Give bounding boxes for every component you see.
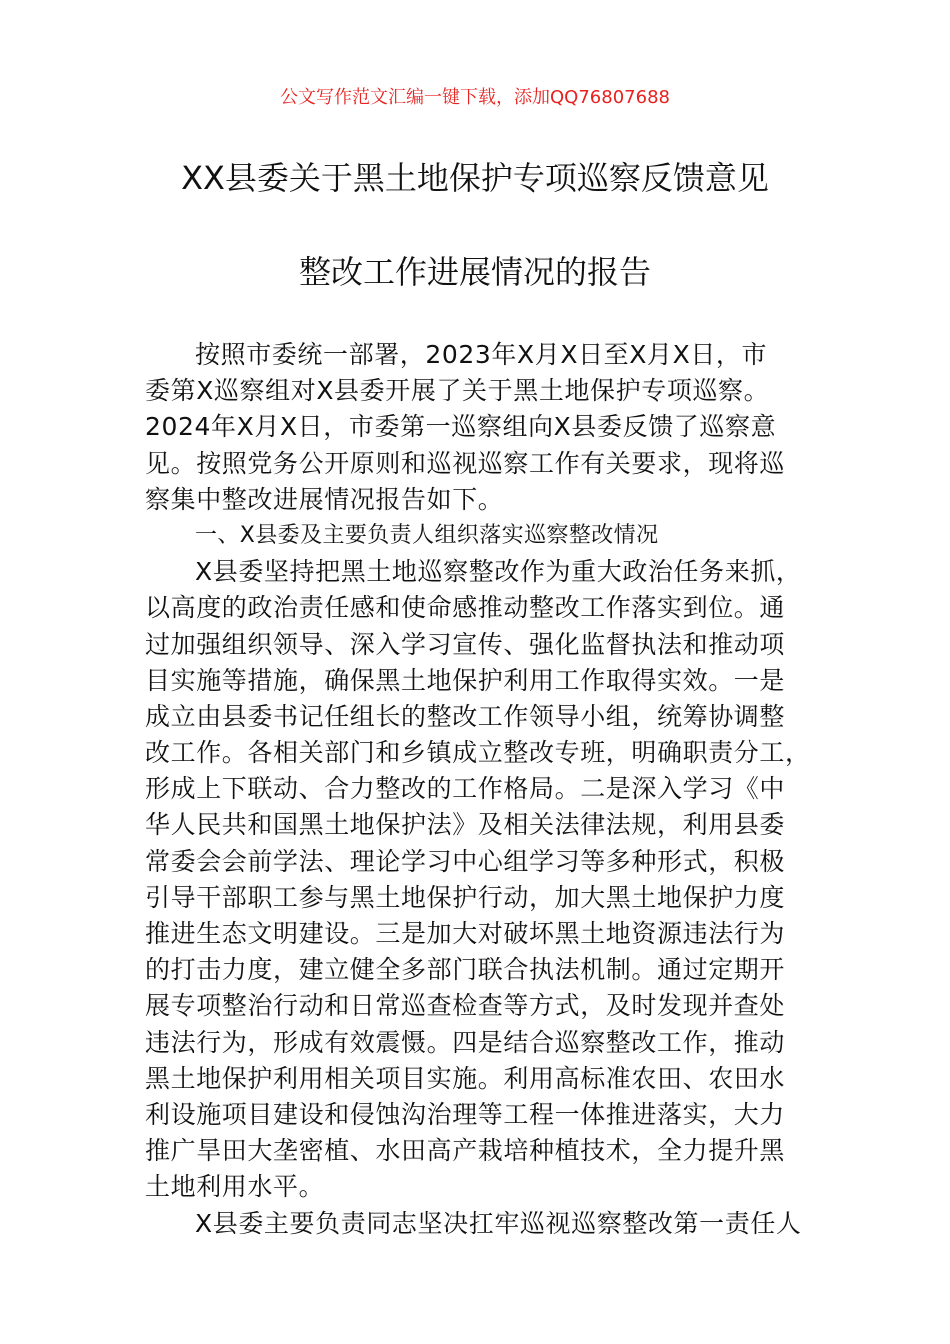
paragraph-line: 形成上下联动、合力整改的工作格局。二是深入学习《中	[145, 774, 786, 804]
paragraph-line: 违法行为，形成有效震慑。四是结合巡察整改工作，推动	[145, 1027, 786, 1057]
paragraph-line: 华人民共和国黑土地保护法》及相关法律法规，利用县委	[145, 810, 786, 840]
paragraph-line: 成立由县委书记任组长的整改工作领导小组，统筹协调整	[145, 701, 786, 731]
paragraph-line: 委第X巡察组对X县委开展了关于黑土地保护专项巡察。	[145, 376, 770, 406]
download-banner[interactable]: 公文写作范文汇编一键下载，添加QQ76807688	[280, 87, 670, 108]
document-body	[145, 337, 810, 1242]
paragraph-line: 展专项整治行动和日常巡查检查等方式，及时发现并查处	[145, 991, 786, 1021]
section-heading: 一、X县委及主要负责人组织落实巡察整改情况	[195, 522, 659, 548]
paragraph-line: 土地利用水平。	[145, 1172, 325, 1202]
paragraph-line: 2024年X月X日，市委第一巡察组向X县委反馈了巡察意	[145, 412, 777, 442]
paragraph-line: 引导干部职工参与黑土地保护行动，加大黑土地保护力度	[145, 882, 786, 912]
paragraph-line: 推广旱田大垄密植、水田高产栽培种植技术，全力提升黑	[145, 1136, 786, 1166]
paragraph-line: 的打击力度，建立健全多部门联合执法机制。通过定期开	[145, 955, 786, 985]
paragraph-line: X县委坚持把黑土地巡察整改作为重大政治任务来抓，	[195, 557, 802, 587]
paragraph-line: 以高度的政治责任感和使命感推动整改工作落实到位。通	[145, 593, 786, 623]
document-title-line-1: XX县委关于黑土地保护专项巡察反馈意见	[181, 159, 769, 197]
paragraph-line: 目实施等措施，确保黑土地保护利用工作取得实效。一是	[145, 665, 786, 695]
paragraph-line: 察集中整改进展情况报告如下。	[145, 484, 504, 514]
paragraph-line: 按照市委统一部署，2023年X月X日至X月X日，市	[195, 340, 768, 369]
paragraph-line: 推进生态文明建设。三是加大对破坏黑土地资源违法行为	[145, 919, 786, 948]
paragraph-line: 见。按照党务公开原则和巡视巡察工作有关要求，现将巡	[145, 448, 786, 478]
document-title-line-2: 整改工作进展情况的报告	[298, 253, 651, 291]
paragraph-line: 常委会会前学法、理论学习中心组学习等多种形式，积极	[145, 846, 786, 876]
paragraph-line: 改工作。各相关部门和乡镇成立整改专班，明确职责分工，	[145, 738, 811, 768]
paragraph-line: 黑土地保护利用相关项目实施。利用高标准农田、农田水	[145, 1063, 786, 1093]
paragraph-line: 利设施项目建设和侵蚀沟治理等工程一体推进落实，大力	[145, 1099, 786, 1129]
paragraph-line: 过加强组织领导、深入学习宣传、强化监督执法和推动项	[145, 629, 786, 659]
paragraph-line: X县委主要负责同志坚决扛牢巡视巡察整改第一责任人	[195, 1208, 802, 1238]
